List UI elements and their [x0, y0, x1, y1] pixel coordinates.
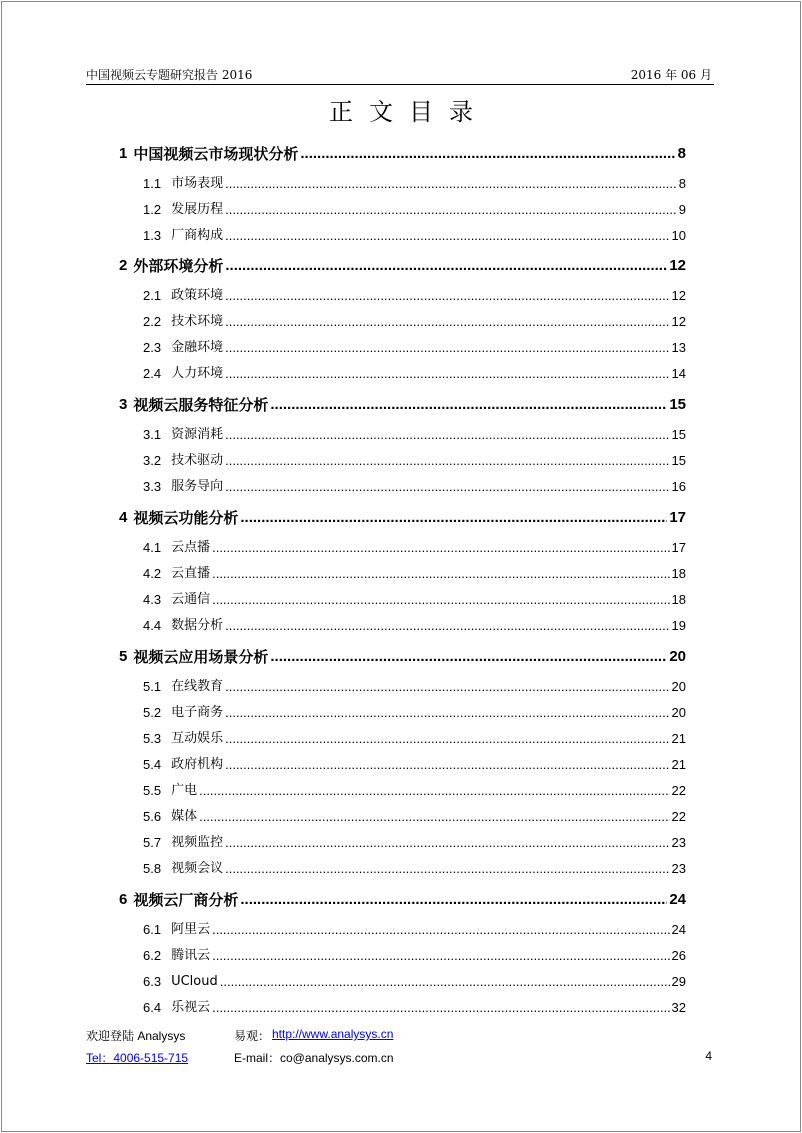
toc-entry[interactable] [143, 677, 686, 697]
toc-dot-leader [225, 256, 667, 276]
toc-entry-label: 视频云功能分析 [133, 509, 239, 527]
toc-entry-number: 6.3 [143, 974, 162, 989]
toc-entry-page: 20 [671, 705, 686, 720]
toc-dot-leader [225, 286, 669, 306]
toc-entry-number: 1.2 [143, 202, 162, 217]
toc-entry-page: 20 [671, 679, 686, 694]
toc-dot-leader [225, 174, 677, 194]
toc-dot-leader [225, 616, 669, 636]
toc-entry[interactable] [143, 703, 686, 723]
toc-entry-page: 10 [671, 228, 686, 243]
toc-entry-number: 5.6 [143, 809, 162, 824]
toc-entry-number: 5 [119, 648, 128, 665]
toc-dot-leader [225, 677, 669, 697]
toc-entry[interactable] [143, 226, 686, 246]
toc-entry[interactable] [143, 833, 686, 853]
toc-dot-leader [220, 972, 670, 992]
toc-entry-number: 6.1 [143, 922, 162, 937]
toc-entry-page: 24 [671, 922, 686, 937]
toc-dot-leader [225, 833, 669, 853]
toc-entry[interactable] [143, 312, 686, 332]
toc-entry-label: 视频会议 [171, 861, 224, 876]
toc-entry-label: 政府机构 [171, 757, 224, 772]
toc-entry-page: 18 [671, 566, 686, 581]
toc-dot-leader [225, 312, 669, 332]
toc-entry[interactable] [143, 364, 686, 384]
toc-entry-page: 17 [669, 509, 686, 526]
toc-entry[interactable] [143, 998, 686, 1018]
toc-entry-label: 云直播 [171, 566, 211, 581]
toc-dot-leader [212, 946, 669, 966]
toc-entry-label: 人力环境 [171, 366, 224, 381]
toc-entry[interactable] [143, 538, 686, 558]
toc-entry-number: 5.8 [143, 861, 162, 876]
toc-entry-label: 视频监控 [171, 835, 224, 850]
page-footer [86, 1024, 714, 1074]
toc-entry-number: 4 [119, 509, 128, 526]
toc-dot-leader [225, 703, 669, 723]
toc-entry-page: 14 [671, 366, 686, 381]
toc-entry-number: 3.3 [143, 479, 162, 494]
toc-entry[interactable] [119, 890, 686, 910]
toc-dot-leader [212, 590, 669, 610]
toc-entry[interactable] [143, 729, 686, 749]
toc-entry[interactable] [143, 477, 686, 497]
toc-dot-leader [212, 564, 669, 584]
toc-dot-leader [225, 477, 669, 497]
toc-entry-page: 20 [669, 648, 686, 665]
toc-entry-label: UCloud [171, 974, 218, 989]
toc-dot-leader [199, 781, 669, 801]
toc-entry-page: 13 [671, 340, 686, 355]
toc-entry-label: 金融环境 [171, 340, 224, 355]
toc-entry[interactable] [143, 174, 686, 194]
toc-dot-leader [225, 755, 669, 775]
toc-entry-label: 数据分析 [171, 618, 224, 633]
footer-tel-link[interactable]: Tel：4006-515-715 [86, 1051, 189, 1065]
toc-entry-page: 8 [678, 176, 686, 191]
toc-entry-label: 在线教育 [171, 679, 224, 694]
toc-dot-leader [199, 807, 669, 827]
toc-entry[interactable] [143, 807, 686, 827]
toc-entry-page: 21 [671, 757, 686, 772]
toc-dot-leader [212, 538, 669, 558]
toc-entry-page: 15 [671, 453, 686, 468]
toc-entry-number: 2.1 [143, 288, 162, 303]
toc-entry-number: 2.3 [143, 340, 162, 355]
toc-entry[interactable] [143, 590, 686, 610]
toc-dot-leader [225, 200, 677, 220]
toc-entry-label: 视频云服务特征分析 [133, 396, 269, 414]
toc-entry-label: 阿里云 [171, 922, 211, 937]
toc-dot-leader [225, 338, 669, 358]
toc-dot-leader [225, 729, 669, 749]
toc-dot-leader [270, 395, 667, 415]
toc-entry-number: 3 [119, 396, 128, 413]
toc-entry-page: 12 [669, 257, 686, 274]
toc-entry-page: 23 [671, 861, 686, 876]
toc-entry[interactable] [143, 338, 686, 358]
toc-dot-leader [240, 890, 667, 910]
page-header [86, 66, 714, 85]
toc-dot-leader [300, 144, 675, 164]
toc-entry-number: 5.4 [143, 757, 162, 772]
toc-entry-label: 市场表现 [171, 176, 224, 191]
toc-entry[interactable] [119, 647, 686, 667]
toc-entry-number: 1.3 [143, 228, 162, 243]
toc-entry-label: 媒体 [171, 809, 198, 824]
toc-entry-page: 22 [671, 809, 686, 824]
toc-entry-page: 24 [669, 891, 686, 908]
toc-dot-leader [240, 508, 667, 528]
toc-entry-page: 18 [671, 592, 686, 607]
toc-entry-label: 外部环境分析 [133, 257, 224, 275]
toc-entry-number: 4.2 [143, 566, 162, 581]
toc-entry-number: 5.7 [143, 835, 162, 850]
toc-entry-number: 6 [119, 891, 128, 908]
toc-entry-label: 电子商务 [171, 705, 224, 720]
toc-entry-number: 5.1 [143, 679, 162, 694]
toc-entry-number: 6.2 [143, 948, 162, 963]
footer-site-label: 易观： [234, 1029, 271, 1043]
toc-entry-page: 26 [671, 948, 686, 963]
footer-email: E-mail：co@analysys.com.cn [234, 1051, 394, 1065]
toc-entry[interactable] [143, 616, 686, 636]
toc-entry[interactable] [119, 395, 686, 415]
toc-entry[interactable] [143, 425, 686, 445]
toc-entry[interactable] [119, 508, 686, 528]
toc-entry-number: 5.5 [143, 783, 162, 798]
toc-entry-label: 广电 [171, 783, 198, 798]
toc-entry-page: 12 [671, 314, 686, 329]
toc-entry-number: 4.3 [143, 592, 162, 607]
toc-entry-number: 5.3 [143, 731, 162, 746]
toc-entry-page: 15 [669, 396, 686, 413]
toc-entry-page: 17 [671, 540, 686, 555]
page-title: 正文目录 [329, 98, 489, 126]
page-number: 4 [705, 1049, 712, 1063]
toc-entry-page: 12 [671, 288, 686, 303]
toc-dot-leader [225, 425, 669, 445]
toc-entry-page: 21 [671, 731, 686, 746]
toc-entry-number: 3.1 [143, 427, 162, 442]
toc-entry-label: 资源消耗 [171, 427, 224, 442]
toc-entry[interactable] [143, 200, 686, 220]
toc-entry-number: 2.4 [143, 366, 162, 381]
toc-entry-page: 32 [671, 1000, 686, 1015]
toc-entry-number: 4.1 [143, 540, 162, 555]
toc-entry-page: 23 [671, 835, 686, 850]
toc-dot-leader [212, 998, 669, 1018]
toc-dot-leader [225, 364, 669, 384]
toc-dot-leader [225, 451, 669, 471]
toc-entry-label: 厂商构成 [171, 228, 224, 243]
toc-entry-page: 16 [671, 479, 686, 494]
toc-entry-number: 5.2 [143, 705, 162, 720]
toc-entry[interactable] [119, 256, 686, 276]
toc-entry-label: 视频云应用场景分析 [133, 648, 269, 666]
toc-entry-label: 技术环境 [171, 314, 224, 329]
toc-entry-label: 云通信 [171, 592, 211, 607]
toc-entry-label: 云点播 [171, 540, 211, 555]
toc-entry[interactable] [143, 286, 686, 306]
toc-entry-label: 互动娱乐 [171, 731, 224, 746]
toc-entry-label: 腾讯云 [171, 948, 211, 963]
toc-entry[interactable] [143, 859, 686, 879]
toc-entry-label: 技术驱动 [171, 453, 224, 468]
toc-entry-number: 1 [119, 145, 128, 162]
toc-entry[interactable] [143, 781, 686, 801]
toc-entry-label: 服务导向 [171, 479, 224, 494]
toc-entry-page: 15 [671, 427, 686, 442]
toc-entry-page: 9 [678, 202, 686, 217]
toc-entry-label: 乐视云 [171, 1000, 211, 1015]
toc-dot-leader [225, 226, 669, 246]
toc-entry-page: 22 [671, 783, 686, 798]
toc-entry-label: 中国视频云市场现状分析 [133, 145, 299, 163]
toc-entry-number: 2.2 [143, 314, 162, 329]
footer-welcome: 欢迎登陆 Analysys [86, 1029, 186, 1043]
toc-entry-number: 4.4 [143, 618, 162, 633]
toc-dot-leader [270, 647, 667, 667]
toc-entry[interactable] [143, 755, 686, 775]
toc-entry-label: 视频云厂商分析 [133, 891, 239, 909]
toc-entry-page: 19 [671, 618, 686, 633]
toc-entry-page: 8 [677, 145, 686, 162]
header-report-title: 中国视频云专题研究报告 2016 [86, 68, 253, 82]
toc-entry-page: 29 [671, 974, 686, 989]
footer-site-link[interactable]: http://www.analysys.cn [272, 1027, 394, 1041]
toc-entry-number: 6.4 [143, 1000, 162, 1015]
toc-dot-leader [212, 920, 669, 940]
toc-entry-number: 2 [119, 257, 128, 274]
toc-entry[interactable] [143, 972, 686, 992]
toc-dot-leader [225, 859, 669, 879]
header-date: 2016 年 06 月 [630, 68, 712, 82]
toc-entry[interactable] [143, 564, 686, 584]
toc-entry[interactable] [119, 144, 686, 164]
toc-entry-label: 政策环境 [171, 288, 224, 303]
toc-entry-label: 发展历程 [171, 202, 224, 217]
toc-entry[interactable] [143, 451, 686, 471]
toc-entry[interactable] [143, 946, 686, 966]
toc-entry[interactable] [143, 920, 686, 940]
toc-entry-number: 3.2 [143, 453, 162, 468]
toc-entry-number: 1.1 [143, 176, 162, 191]
